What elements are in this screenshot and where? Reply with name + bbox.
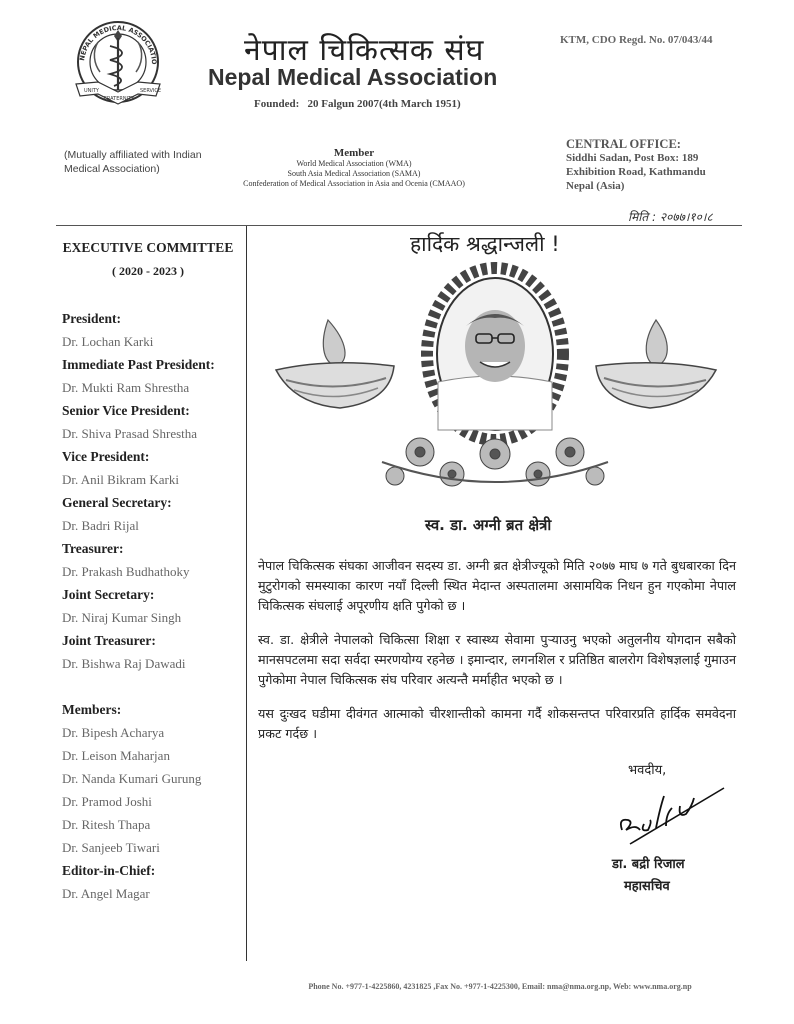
sidebar-spacer xyxy=(58,675,238,698)
signatory-name: डा. बद्री रिजाल xyxy=(612,857,685,872)
affiliation-note: (Mutually affiliated with Indian Medical Association) xyxy=(64,149,202,175)
svg-text:SERVICE: SERVICE xyxy=(140,88,162,94)
member-name: Dr. Ritesh Thapa xyxy=(62,817,151,832)
registration-number: KTM, CDO Regd. No. 07/043/44 xyxy=(560,34,713,46)
officer-name: Dr. Lochan Karki xyxy=(62,334,154,349)
oil-lamp-icon xyxy=(596,320,716,408)
officer-name: Dr. Prakash Budhathoky xyxy=(62,564,190,579)
memorial-portrait-icon xyxy=(270,262,720,502)
officer-role: Joint Treasurer: xyxy=(62,633,156,648)
central-office-address xyxy=(566,137,706,193)
editor-heading: Editor-in-Chief: xyxy=(62,863,156,878)
officer-role: Joint Secretary: xyxy=(62,587,155,602)
condolence-message xyxy=(258,556,736,758)
membership-org: South Asia Medical Association (SAMA) xyxy=(287,169,421,178)
founded-label: Founded: xyxy=(254,98,300,110)
closing-salutation: भवदीय, xyxy=(628,763,667,778)
member-name: Dr. Leison Maharjan xyxy=(62,748,170,763)
officer-name: Dr. Shiva Prasad Shrestha xyxy=(62,426,198,441)
founded-value: 20 Falgun 2007(4th March 1951) xyxy=(307,98,461,110)
member-name: Dr. Sanjeeb Tiwari xyxy=(62,840,160,855)
membership-org: Confederation of Medical Association in Asia and Ocenia (CMAAO) xyxy=(243,179,465,188)
header-divider xyxy=(56,225,742,226)
association-name-english: Nepal Medical Association xyxy=(208,64,498,90)
officer-role: Senior Vice President: xyxy=(62,403,190,418)
signatory-title: महासचिव xyxy=(624,879,670,894)
membership-block xyxy=(220,147,488,189)
membership-heading: Member xyxy=(333,147,375,159)
committee-list xyxy=(58,307,238,905)
officer-role: Vice President: xyxy=(62,449,150,464)
address-line: Nepal (Asia) xyxy=(566,180,625,192)
editor-name: Dr. Angel Magar xyxy=(62,886,150,901)
membership-org: World Medical Association (WMA) xyxy=(296,159,412,168)
central-office-heading: CENTRAL OFFICE: xyxy=(566,137,681,151)
officer-name: Dr. Mukti Ram Shrestha xyxy=(62,380,190,395)
officer-role: President: xyxy=(62,311,121,326)
svg-text:NEPAL MEDICAL ASSOCIATION: NEPAL MEDICAL ASSOCIATIO xyxy=(78,23,159,65)
deceased-name: स्व. डा. अग्नी ब्रत क्षेत्री xyxy=(425,516,552,534)
svg-text:FRATERNITY: FRATERNITY xyxy=(104,96,135,102)
officer-role: General Secretary: xyxy=(62,495,172,510)
member-name: Dr. Pramod Joshi xyxy=(62,794,152,809)
executive-committee-sidebar xyxy=(58,240,238,905)
svg-text:UNITY: UNITY xyxy=(84,88,99,94)
officer-role: Treasurer: xyxy=(62,541,124,556)
officer-name: Dr. Niraj Kumar Singh xyxy=(62,610,182,625)
committee-years: ( 2020 - 2023 ) xyxy=(112,264,184,278)
officer-name: Dr. Bishwa Raj Dawadi xyxy=(62,656,186,671)
committee-title: EXECUTIVE COMMITTEE xyxy=(62,240,234,255)
message-paragraph: स्व. डा. क्षेत्रीले नेपालको चिकित्सा शिक्षा र स्वास्थ्य सेवामा पुऱ्याउनु भएको अतुलनीय योगदान सबैको मानसपटलमा सदा सर्वदा स्मरणयोग्य रहनेछ । इमान्दार, लगनशिल र प्रतिष्ठित बालरोग विशेषज्ञलाई गुमाउन पुगेकोमा नेपाल चिकित्सक संघ परिवार अत्यन्तै मर्माहीत भएको छ । xyxy=(258,632,736,687)
nma-emblem-icon xyxy=(62,12,174,112)
officer-name: Dr. Anil Bikram Karki xyxy=(62,472,179,487)
association-name-nepali: नेपाल चिकित्सक संघ xyxy=(244,33,485,68)
letter-date: मिति : २०७७।१०।८ xyxy=(628,210,713,224)
tribute-title: हार्दिक श्रद्धान्जली ! xyxy=(410,232,560,256)
address-line: Siddhi Sadan, Post Box: 189 xyxy=(566,152,699,164)
members-heading: Members: xyxy=(62,702,122,717)
message-paragraph: यस दुःखद घडीमा दीवंगत आत्माको चीरशान्तीको कामना गर्दै शोकसन्तप्त परिवारप्रति हार्दिक समवेदना प्रकट गर्दछ । xyxy=(258,706,736,741)
officer-name: Dr. Badri Rijal xyxy=(62,518,139,533)
flower-garland-icon xyxy=(382,438,608,486)
member-name: Dr. Bipesh Acharya xyxy=(62,725,165,740)
address-line: Exhibition Road, Kathmandu xyxy=(566,166,706,178)
founded-date xyxy=(254,98,461,110)
oil-lamp-icon xyxy=(276,320,394,408)
handwritten-signature-icon xyxy=(600,778,730,848)
contact-footer: Phone No. +977-1-4225860, 4231825 ,Fax No. +977-1-4225300, Email: nma@nma.org.np, Web: www.nma.org.np xyxy=(308,982,692,991)
member-name: Dr. Nanda Kumari Gurung xyxy=(62,771,202,786)
officer-role: Immediate Past President: xyxy=(62,357,215,372)
message-paragraph: नेपाल चिकित्सक संघका आजीवन सदस्य डा. अग्नी ब्रत क्षेत्रीज्यूको मिति २०७७ माघ ७ गते बुधबारका दिन मुटुरोगको समस्याका कारण नयाँ दिल्ली स्थित मेदान्त अस्पतालमा असामयिक निधन हुन गएकोमा नेपाल चिकित्सक संघलाई अपूरणीय क्षति पुगेको छ । xyxy=(258,558,736,613)
sidebar-divider xyxy=(246,226,247,961)
